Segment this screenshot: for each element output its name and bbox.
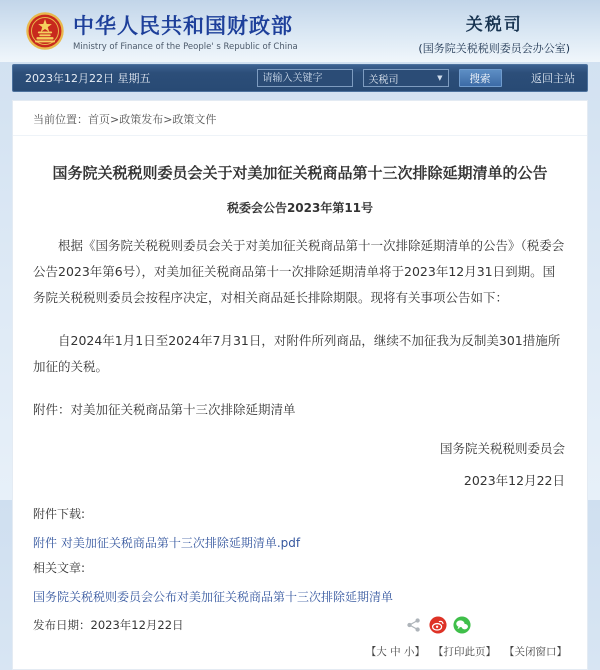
return-home-link[interactable]: 返回主站: [531, 72, 575, 85]
paragraph: 根据《国务院关税税则委员会关于对美加征关税商品第十一次排除延期清单的公告》（税委会公告2023年第6号），对美加征关税商品第十一次排除延期清单将于2023年12月31日到期。国务院关税税则委员会按程序决定，对相关商品延长排除期限。现将有关事项公告如下：: [33, 238, 565, 305]
search-input[interactable]: [257, 69, 353, 87]
related-article-link[interactable]: 国务院关税税则委员会公布对美加征关税商品第十三次排除延期清单: [33, 590, 394, 604]
share-icon[interactable]: [405, 616, 423, 634]
department-subtitle: (国务院关税税则委员会办公室): [418, 42, 570, 55]
ministry-name-cn: 中华人民共和国财政部: [73, 14, 293, 38]
print-page-action[interactable]: 【打印此页】: [433, 646, 496, 658]
department-title: [418, 10, 570, 56]
attachment-pdf-link[interactable]: 附件 对美加征关税商品第十三次排除延期清单.pdf: [33, 536, 301, 550]
signature-name: 国务院关税税则委员会: [439, 441, 565, 456]
share-toolbar: [405, 616, 471, 634]
breadcrumb-path[interactable]: 首页>政策发布>政策文件: [88, 113, 217, 126]
article-title: 国务院关税税则委员会关于对美加征关税商品第十三次排除延期清单的公告: [52, 164, 548, 182]
article-body: [13, 162, 587, 669]
chevron-down-icon: ▼: [437, 74, 443, 82]
related-articles-label: 相关文章:: [33, 561, 86, 575]
weibo-icon[interactable]: [429, 616, 447, 634]
document-number: 税委会公告2023年第11号: [226, 201, 374, 215]
ministry-brand: [26, 10, 298, 52]
department-name: 关税司: [465, 15, 523, 35]
publish-date-label: 发布日期：: [33, 618, 91, 632]
wechat-icon[interactable]: [453, 616, 471, 634]
search-bar: [257, 69, 502, 87]
paragraph: 自2024年1月1日至2024年7月31日，对附件所列商品，继续不加征我为反制美301措施所加征的关税。: [33, 333, 561, 374]
search-button[interactable]: 搜索: [459, 69, 502, 87]
breadcrumb-label: 当前位置：: [33, 113, 88, 126]
publish-date: 2023年12月22日: [90, 618, 184, 632]
signature-block: [33, 439, 567, 489]
ministry-title: [73, 10, 298, 52]
font-size-action[interactable]: 【大 中 小】: [365, 646, 425, 658]
search-scope-value: 关税司: [368, 74, 399, 86]
current-date: 2023年12月22日 星期五: [25, 72, 151, 85]
attachment-line: 附件：对美加征关税商品第十三次排除延期清单: [33, 402, 296, 417]
top-navbar: [12, 64, 588, 92]
site-header: [0, 0, 600, 62]
search-scope-select[interactable]: [363, 69, 449, 87]
page-actions: [33, 644, 567, 669]
breadcrumb: [13, 101, 587, 136]
signature-date: 2023年12月22日: [463, 473, 565, 488]
content-card: [12, 100, 588, 670]
attachment-download-label: 附件下载:: [33, 507, 86, 521]
ministry-name-en: Ministry of Finance of the People' s Republic of China: [73, 42, 298, 52]
publish-row: [33, 616, 567, 634]
national-emblem-icon: [26, 12, 64, 50]
close-window-action[interactable]: 【关闭窗口】: [504, 646, 567, 658]
